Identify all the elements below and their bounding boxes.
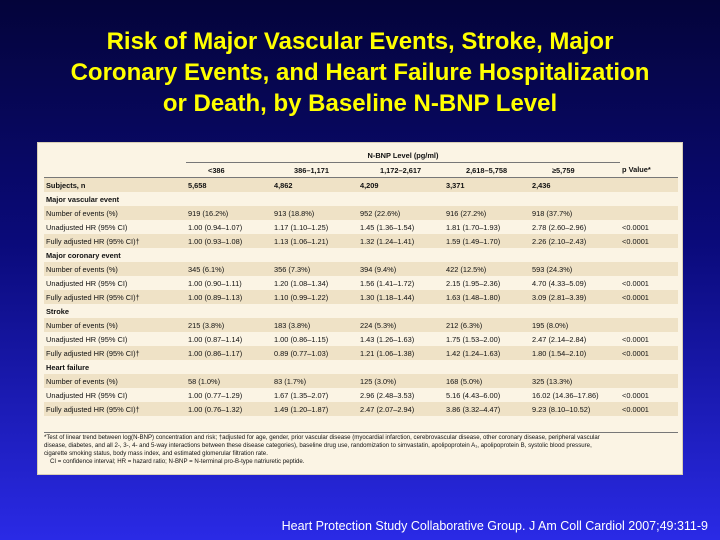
cell-empty [358,248,444,262]
table-row [44,332,678,346]
results-table-body [44,148,678,416]
cell-value: 3.86 (3.32–4.47) [444,402,530,416]
cell-pvalue: <0.0001 [622,278,649,288]
table-row [44,374,678,388]
column-header: 386–1,171 [272,163,358,178]
row-label: Number of events (%) [44,374,186,388]
cell-value: 212 (6.3%) [444,318,530,332]
cell-pvalue: <0.0001 [622,390,649,400]
table-row [44,290,678,304]
cell-value: 593 (24.3%) [530,262,620,276]
table-header-blank [44,163,186,178]
cell-empty [620,192,678,206]
group-header-nbnp: N-BNP Level (pg/ml) [186,148,620,163]
cell-value: 3,371 [444,178,530,193]
section-label: Major vascular event [46,194,120,204]
footnote-line: cigarette smoking status, body mass index, and estimated glomerular filtration rate. [44,450,268,458]
cell-value: 1.43 (1.26–1.63) [360,334,415,344]
cell-value: 919 (16.2%) [186,206,272,220]
cell-value: 1.30 (1.18–1.44) [358,290,444,304]
table-row [44,234,678,248]
cell-value: 916 (27.2%) [444,206,530,220]
table-column-header [44,163,678,178]
cell-pvalue [620,374,678,388]
cell-value: 1.00 (0.76–1.32) [186,402,272,416]
cell-value: 1.10 (0.99–1.22) [272,290,358,304]
cell-empty [358,304,444,318]
cell-empty [272,248,358,262]
cell-empty [444,248,530,262]
row-label: Number of events (%) [44,318,186,332]
cell-pvalue: <0.0001 [622,222,649,232]
section-label: Heart failure [46,362,90,372]
cell-empty [620,248,678,262]
column-header-pvalue: p Value* [620,163,678,178]
cell-value: 1.63 (1.48–1.80) [444,290,530,304]
cell-value: 2.47 (2.07–2.94) [358,402,444,416]
table-row [44,318,678,332]
cell-pvalue [620,262,678,276]
column-header: 2,618–5,758 [444,163,530,178]
cell-value: 4,209 [358,178,444,193]
cell-value: 0.89 (0.77–1.03) [272,346,358,360]
cell-value: 1.42 (1.24–1.63) [444,346,530,360]
cell-value: 183 (3.8%) [272,318,358,332]
cell-value: 356 (7.3%) [272,262,358,276]
footnote-line: disease, diabetes, and all 2-, 3-, 4- and 5-way interactions between these disease categories), baseline drug use, randomization to simvastatin, apolipoprotein A₁, apolipoprotein B, systolic blood pressure, [44,442,592,450]
cell-pvalue: <0.0001 [620,346,678,360]
column-header: 1,172–2,617 [358,163,444,178]
cell-value: 1.45 (1.36–1.54) [360,222,415,232]
cell-value: 2.15 (1.95–2.36) [446,278,501,288]
cell-value: 1.49 (1.20–1.87) [272,402,358,416]
table-section-row [44,304,678,318]
cell-value: 1.13 (1.06–1.21) [272,234,358,248]
cell-value: 1.00 (0.90–1.11) [188,278,242,288]
cell-empty [186,360,272,374]
cell-empty [444,360,530,374]
cell-pvalue: <0.0001 [620,402,678,416]
cell-empty [620,360,678,374]
cell-empty [530,192,620,206]
results-table [44,148,678,416]
cell-value: 394 (9.4%) [358,262,444,276]
cell-value: 2.26 (2.10–2.43) [530,234,620,248]
table-row [44,346,678,360]
table-footnote [44,432,678,466]
row-label: Unadjusted HR (95% CI) [46,278,128,288]
cell-value: 1.59 (1.49–1.70) [444,234,530,248]
cell-value: 952 (22.6%) [358,206,444,220]
cell-pvalue [620,318,678,332]
cell-value: 1.00 (0.86–1.15) [274,334,329,344]
cell-value: 224 (5.3%) [358,318,444,332]
cell-value: 1.00 (0.94–1.07) [188,222,243,232]
cell-value: 3.09 (2.81–3.39) [530,290,620,304]
cell-value: 5,658 [186,178,272,193]
cell-value: 918 (37.7%) [530,206,620,220]
cell-empty [272,192,358,206]
cell-value: 1.00 (0.93–1.08) [186,234,272,248]
cell-pvalue: <0.0001 [620,290,678,304]
cell-value: 325 (13.3%) [530,374,620,388]
cell-value: 4,862 [272,178,358,193]
footnote-line: *Test of linear trend between log(N-BNP) concentration and risk; †adjusted for age, gender, prior vascular disease (myocardial infarction, cerebrovascular disease, other coronary disease, peripheral vascular [44,434,600,441]
title-line-1: Risk of Major Vascular Events, Stroke, Major [106,28,614,55]
cell-value: 1.00 (0.87–1.14) [188,334,243,344]
cell-value: 1.20 (1.08–1.34) [274,278,329,288]
row-label: Fully adjusted HR (95% CI)† [44,346,186,360]
cell-empty [530,360,620,374]
table-row [44,220,678,234]
section-label: Major coronary event [46,250,121,260]
cell-value: 1.80 (1.54–2.10) [530,346,620,360]
cell-pvalue: <0.0001 [622,334,649,344]
cell-pvalue [620,206,678,220]
cell-empty [186,192,272,206]
title-line-3: or Death, by Baseline N-BNP Level [162,90,558,117]
row-label: Unadjusted HR (95% CI) [46,222,128,232]
cell-value: 1.00 (0.89–1.13) [186,290,272,304]
table-group-header [44,148,678,163]
table-section-row [44,192,678,206]
cell-value: 1.67 (1.35–2.07) [274,390,329,400]
cell-value: 125 (3.0%) [358,374,444,388]
cell-value: 1.21 (1.06–1.38) [358,346,444,360]
table-row [44,262,678,276]
cell-value: 2,436 [530,178,620,193]
row-label: Number of events (%) [44,206,186,220]
cell-value: 1.00 (0.86–1.17) [186,346,272,360]
cell-empty [272,304,358,318]
citation: Heart Protection Study Collaborative Group. J Am Coll Cardiol 2007;49:311-9 [281,519,708,533]
cell-value: 1.56 (1.41–1.72) [360,278,415,288]
cell-value: 1.32 (1.24–1.41) [358,234,444,248]
cell-empty [530,248,620,262]
table-row [44,388,678,402]
cell-empty [620,304,678,318]
cell-value: 1.75 (1.53–2.00) [446,334,501,344]
row-label: Unadjusted HR (95% CI) [46,390,128,400]
cell-value: 168 (5.0%) [444,374,530,388]
cell-value: 2.47 (2.14–2.84) [532,334,587,344]
cell-empty [272,360,358,374]
cell-value: 83 (1.7%) [272,374,358,388]
table-panel [37,142,683,475]
cell-value: 345 (6.1%) [186,262,272,276]
cell-value: 195 (8.0%) [530,318,620,332]
cell-value: 1.00 (0.77–1.29) [188,390,243,400]
row-label: Fully adjusted HR (95% CI)† [44,402,186,416]
cell-value: 1.17 (1.10–1.25) [274,222,329,232]
column-header: <386 [186,163,272,178]
slide-title [0,26,720,119]
table-row-subjects [44,178,678,193]
table-section-row [44,248,678,262]
column-header: ≥5,759 [530,163,620,178]
cell-empty [358,192,444,206]
table-row [44,276,678,290]
cell-value: 215 (3.8%) [186,318,272,332]
cell-value: 422 (12.5%) [444,262,530,276]
table-row [44,402,678,416]
footnote-line: CI = confidence interval; HR = hazard ratio; N-BNP = N-terminal pro-B-type natriuretic peptide. [50,458,305,466]
row-label: Unadjusted HR (95% CI) [46,334,128,344]
cell-pvalue: <0.0001 [620,234,678,248]
cell-value: 9.23 (8.10–10.52) [530,402,620,416]
cell-empty [530,304,620,318]
cell-value: 913 (18.8%) [272,206,358,220]
cell-value: 5.16 (4.43–6.00) [446,390,501,400]
cell-value: 1.81 (1.70–1.93) [446,222,501,232]
row-label: Number of events (%) [44,262,186,276]
cell-value: 58 (1.0%) [186,374,272,388]
table-header-blank [44,148,186,163]
section-label: Stroke [46,306,70,316]
table-section-row [44,360,678,374]
cell-value: 2.78 (2.60–2.96) [532,222,587,232]
cell-empty [186,248,272,262]
title-line-2: Coronary Events, and Heart Failure Hospitalization [70,59,650,86]
cell-value: 2.96 (2.48–3.53) [360,390,415,400]
cell-empty [444,192,530,206]
row-label: Fully adjusted HR (95% CI)† [44,234,186,248]
table-row [44,206,678,220]
table-header-blank [620,148,678,163]
cell-empty [186,304,272,318]
cell-empty [444,304,530,318]
cell-value: 16.02 (14.36–17.86) [532,390,599,400]
cell-pvalue [620,178,678,193]
row-label: Fully adjusted HR (95% CI)† [44,290,186,304]
row-label: Subjects, n [44,178,186,193]
cell-empty [358,360,444,374]
cell-value: 4.70 (4.33–5.09) [532,278,587,288]
